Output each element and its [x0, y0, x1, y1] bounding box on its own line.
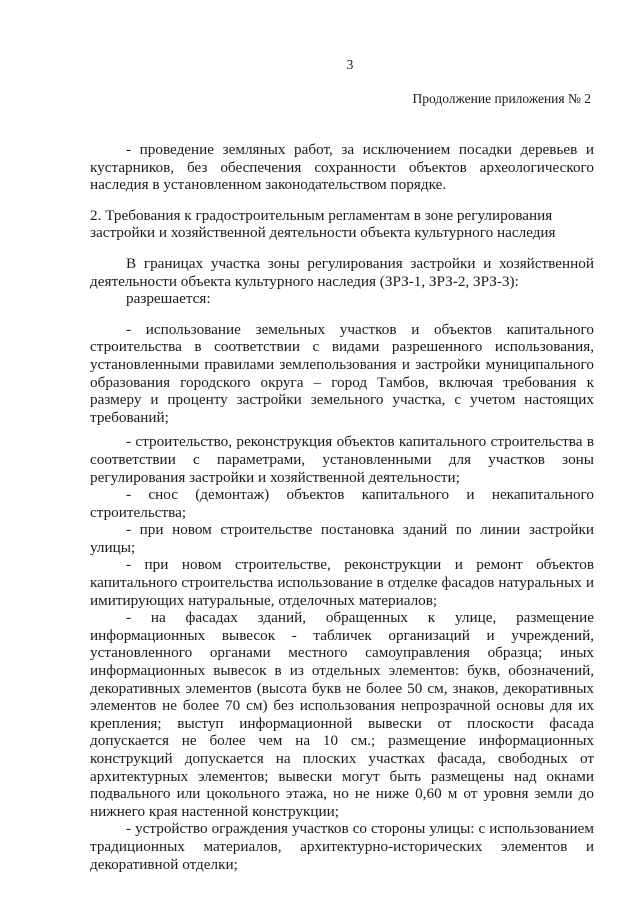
document-body [90, 141, 594, 873]
section-heading-line-1: 2. Требования к градостроительным регламентам в зоне регулирования [90, 206, 553, 224]
permitted-label: разрешается: [126, 290, 211, 308]
list-item: - использование земельных участков и объектов капитального строительства в соответствии с видами разрешенного использования, установленными правилами землепользования и застройки муниципального образования городского округа – город Тамбов, включая требования к размеру и проценту застройки земельного участка, с учетом настоящих требований; [90, 320, 594, 426]
zone-intro-paragraph: В границах участка зоны регулирования застройки и хозяйственной деятельности объекта культурного наследия (ЗРЗ-1, ЗРЗ-2, ЗРЗ-3): [90, 254, 594, 290]
list-item: - при новом строительстве, реконструкции и ремонт объектов капитального строительства использование в отделке фасадов натуральных и имитирующих натуральные, отделочных материалов; [90, 556, 594, 609]
page-number: 3 [346, 57, 354, 72]
intro-list-item: - проведение земляных работ, за исключением посадки деревьев и кустарников, без обеспечения сохранности объектов археологического наследия в установленном законодательством порядке. [90, 141, 594, 194]
list-item: - при новом строительстве постановка зданий по линии застройки улицы; [90, 521, 594, 556]
section-heading-line-2: застройки и хозяйственной деятельности объекта культурного наследия [90, 224, 556, 242]
list-item: - строительство, реконструкция объектов капитального строительства в соответствии с параметрами, установленными для участков зоны регулирования застройки и хозяйственной деятельности; [90, 433, 594, 486]
appendix-continuation-note: Продолжение приложения № 2 [412, 91, 591, 106]
list-item: - снос (демонтаж) объектов капитального и некапитального строительства; [90, 486, 594, 521]
list-item: - устройство ограждения участков со стороны улицы: с использованием традиционных материалов, архитектурно-исторических элементов и декоративной отделки; [90, 820, 594, 873]
list-item: - на фасадах зданий, обращенных к улице, размещение информационных вывесок - табличек организаций и учреждений, установленного органами местного самоуправления образца; иных информационных вывесок в из отдельных элементов: букв, обозначений, декоративных элементов (высота букв не более 50 см, знаков, декоративных элементов не более 70 см) без использования непрозрачной основы для их крепления; выступ информационной вывески от плоскости фасада допускается не более чем на 10 см.; размещение информационных конструкций допускается на плоских участках фасада, свободных от архитектурных элементов; вывески могут быть размещены над окнами подвального или цокольного этажа, но не ниже 0,60 м от уровня земли до нижнего края настенной конструкции; [90, 609, 594, 820]
